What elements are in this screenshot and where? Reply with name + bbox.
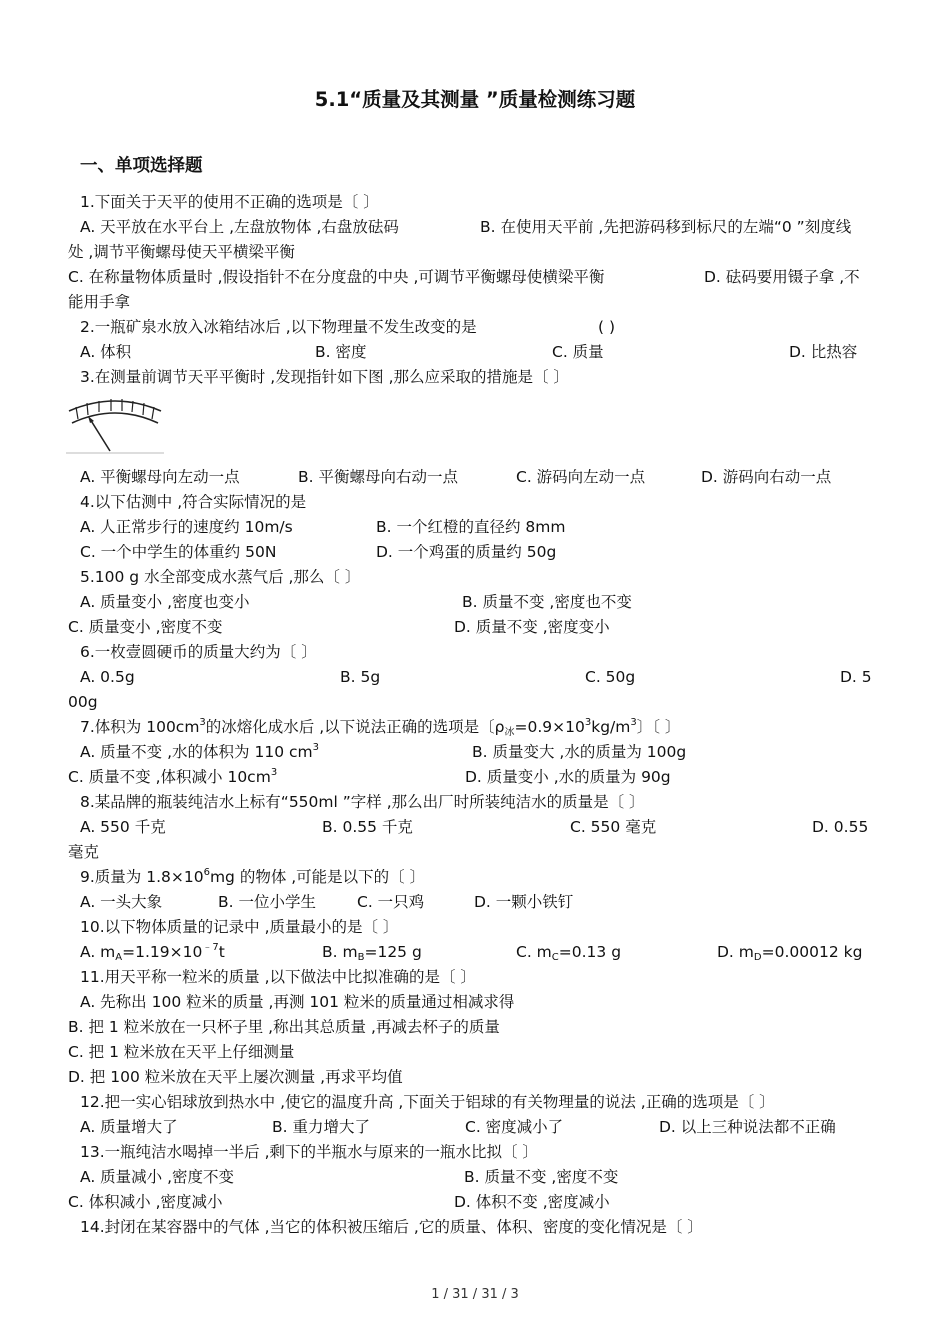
q2-answer-paren: ( ): [598, 318, 616, 336]
q9-option-b: B. 一位小学生: [218, 893, 316, 911]
q1-option-d: D. 砝码要用镊子拿 ,不: [704, 268, 860, 286]
q6-option-d-cont: 00g: [68, 693, 98, 711]
q7-option-b: B. 质量变大 ,水的质量为 100g: [472, 743, 687, 761]
q1-option-b: B. 在使用天平前 ,先把游码移到标尺的左端“0 ”刻度线: [480, 218, 852, 236]
q3-option-c: C. 游码向左动一点: [516, 468, 646, 486]
q2-stem: 2.一瓶矿泉水放入冰箱结冰后 ,以下物理量不发生改变的是: [80, 318, 477, 336]
q2-option-a: A. 体积: [80, 343, 132, 361]
q3-option-b: B. 平衡螺母向右动一点: [298, 468, 458, 486]
q8-option-d-cont: 毫克: [68, 843, 100, 861]
q2-option-b: B. 密度: [315, 343, 367, 361]
q10-option-d: D. $m_D=0.00012$ kg: [717, 943, 863, 963]
q11-option-b: B. 把 1 粒米放在一只杯子里 ,称出其总质量 ,再减去杯子的质量: [68, 1018, 500, 1036]
q3-option-d: D. 游码向右动一点: [701, 468, 832, 486]
q9-option-a: A. 一头大象: [80, 893, 163, 911]
q7-option-a: A. 质量不变 ,水的体积为 110 $cm^3$: [80, 742, 319, 761]
q7-option-c: C. 质量不变 ,体积减小 $10cm^3$: [68, 767, 278, 786]
q9-option-d: D. 一颗小铁钉: [474, 893, 574, 911]
q4-option-a: A. 人正常步行的速度约 10m/s: [80, 518, 293, 536]
q13-option-c: C. 体积减小 ,密度减小: [68, 1193, 223, 1211]
page-footer: 1 / 31 / 31 / 3: [431, 1287, 519, 1302]
q2-option-c: C. 质量: [552, 343, 604, 361]
q1-option-d-cont: 能用手拿: [68, 293, 131, 311]
q1-stem: 1.下面关于天平的使用不正确的选项是〔 〕: [80, 193, 379, 211]
q10-option-c: C. $m_C=0.13$ g: [516, 943, 622, 963]
q4-stem: 4.以下估测中 ,符合实际情况的是: [80, 493, 307, 511]
q8-option-b: B. 0.55 千克: [322, 818, 413, 836]
q3-option-a: A. 平衡螺母向左动一点: [80, 468, 240, 486]
q10-stem: 10.以下物体质量的记录中 ,质量最小的是〔 〕: [80, 918, 399, 936]
q13-stem: 13.一瓶纯洁水喝掉一半后 ,剩下的半瓶水与原来的一瓶水比拟〔 〕: [80, 1143, 538, 1161]
q2-option-d: D. 比热容: [789, 343, 858, 361]
q12-option-a: A. 质量增大了: [80, 1118, 178, 1136]
section-heading: 一、单项选择题: [80, 156, 203, 176]
q13-option-a: A. 质量减小 ,密度不变: [80, 1168, 235, 1186]
q4-option-c: C. 一个中学生的体重约 50N: [80, 543, 277, 561]
q4-option-b: B. 一个红橙的直径约 8mm: [376, 518, 566, 536]
q1-option-a: A. 天平放在水平台上 ,左盘放物体 ,右盘放砝码: [80, 218, 399, 236]
q6-option-c: C. 50g: [585, 668, 636, 686]
q6-stem: 6.一枚壹圆硬币的质量大约为〔 〕: [80, 643, 317, 661]
q14-stem: 14.封闭在某容器中的气体 ,当它的体积被压缩后 ,它的质量、体积、密度的变化情况是〔 〕: [80, 1218, 703, 1236]
q8-option-a: A. 550 千克: [80, 818, 166, 836]
q12-option-d: D. 以上三种说法都不正确: [659, 1118, 836, 1136]
q11-stem: 11.用天平称一粒米的质量 ,以下做法中比拟准确的是〔 〕: [80, 968, 476, 986]
q1-option-b-cont: 处 ,调节平衡螺母使天平横梁平衡: [68, 243, 295, 261]
q11-option-c: C. 把 1 粒米放在天平上仔细测量: [68, 1043, 295, 1061]
q13-option-d: D. 体积不变 ,密度减小: [454, 1193, 610, 1211]
q5-stem: 5.100 g 水全部变成水蒸气后 ,那么〔 〕: [80, 568, 361, 586]
q8-stem: 8.某品牌的瓶装纯洁水上标有“550ml ”字样 ,那么出厂时所装纯洁水的质量是〔 〕: [80, 793, 645, 811]
q9-stem: 9.质量为 $1.8\times 10^6mg$ 的物体 ,可能是以下的〔 〕: [80, 867, 426, 886]
q1-option-c: C. 在称量物体质量时 ,假设指针不在分度盘的中央 ,可调节平衡螺母使横梁平衡: [68, 268, 605, 286]
q6-option-a: A. 0.5g: [80, 668, 135, 686]
q7-stem: 7.体积为 $100cm^3$的冰熔化成水后 ,以下说法正确的选项是〔$\rho_冰=0.9\times 10^3kg/m^3$〕〔 〕: [80, 717, 681, 738]
q5-option-b: B. 质量不变 ,密度也不变: [462, 593, 632, 611]
q6-option-d: D. 5: [840, 668, 872, 686]
balance-pointer-figure: [66, 393, 164, 457]
q10-option-b: B. $m_B=125$ g: [322, 943, 422, 963]
q7-option-d: D. 质量变小 ,水的质量为 90g: [465, 768, 671, 786]
q4-option-d: D. 一个鸡蛋的质量约 50g: [376, 543, 557, 561]
q3-stem: 3.在测量前调节天平平衡时 ,发现指针如下图 ,那么应采取的措施是〔 〕: [80, 368, 569, 386]
q6-option-b: B. 5g: [340, 668, 381, 686]
q12-stem: 12.把一实心铝球放到热水中 ,使它的温度升高 ,下面关于铝球的有关物理量的说法 ,正确的选项是〔 〕: [80, 1093, 775, 1111]
q8-option-c: C. 550 毫克: [570, 818, 657, 836]
q5-option-a: A. 质量变小 ,密度也变小: [80, 593, 250, 611]
q11-option-d: D. 把 100 粒米放在天平上屡次测量 ,再求平均值: [68, 1068, 403, 1086]
q8-option-d: D. 0.55: [812, 818, 869, 836]
q13-option-b: B. 质量不变 ,密度不变: [464, 1168, 619, 1186]
q5-option-c: C. 质量变小 ,密度不变: [68, 618, 223, 636]
q12-option-b: B. 重力增大了: [272, 1118, 370, 1136]
q12-option-c: C. 密度减小了: [465, 1118, 564, 1136]
q9-option-c: C. 一只鸡: [357, 893, 425, 911]
q10-option-a: A. $m_A=1.19\times 10^{﹣7}t$: [80, 942, 225, 963]
page-title: 5.1“质量及其测量 ”质量检测练习题: [314, 88, 636, 111]
q11-option-a: A. 先称出 100 粒米的质量 ,再测 101 粒米的质量通过相减求得: [80, 993, 515, 1011]
q5-option-d: D. 质量不变 ,密度变小: [454, 618, 610, 636]
